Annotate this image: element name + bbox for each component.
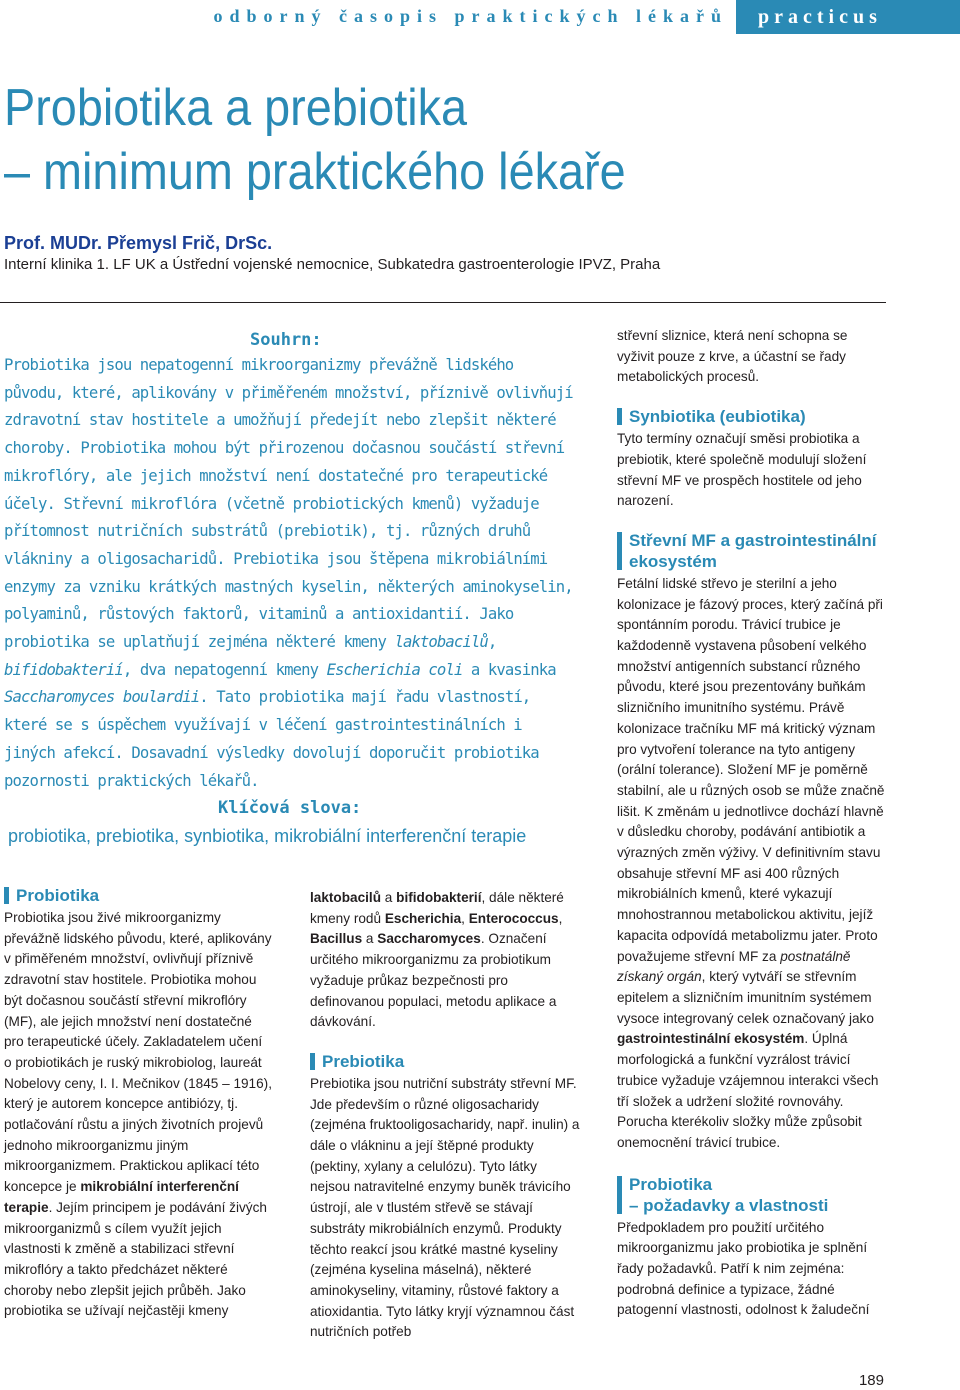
article-title [4, 76, 626, 204]
abstract-s5b: laktobacilů [394, 633, 488, 652]
col1-paragraph [4, 908, 272, 1322]
col2-b5: Bacillus [310, 931, 363, 947]
col2-b2: bifidobakterií [396, 890, 482, 905]
col3-paragraph-3 [617, 574, 885, 1154]
section-heading-synbiotika: Synbiotika (eubiotika) [617, 406, 885, 427]
col2-t1: a [381, 890, 397, 905]
col3-i1: postnatálně získaný orgán [617, 948, 851, 985]
col1-text-bold: mikrobiální interferenční terapie [4, 1179, 239, 1215]
abstract-s5c: , [487, 633, 497, 652]
col2-paragraph-1 [310, 888, 580, 1033]
section-heading-probiotika: Probiotika [4, 885, 272, 906]
abstract-s3: Střevní mikroflóra (včetně probiotických kmenů) vyžaduje přítomnost nutričních substrátů (prebiotik), tj. různých druhů vlákniny a oligosacharidů. [4, 494, 539, 568]
keywords-text: probiotika, prebiotika, synbiotika, mikrobiální interferenční terapie [8, 826, 527, 846]
col2-b6: Saccharomyces [377, 931, 481, 947]
col2-t5: a [362, 931, 378, 947]
section-heading-strevni-mf [617, 530, 885, 572]
journal-brand: practicus [736, 0, 960, 34]
col2-t2: , dále některé kmeny rodů [310, 890, 564, 926]
col1-text-a: Probiotika jsou živé mikroorganizmy převážně lidského původu, které, aplikovány v přiměřeném množství, ovlivňují příznivě zdravotní stav hostitele. Probiotika mohou být dočasnou součástí střevní mikroflóry (MF), ale jejich množství není dostatečné pro terapeutické účely. Zakladatelem učení o probiotikách je ruský mikrobiolog, laureát Nobelovy ceny, I. I. Mečnikov (1845 – 1916), který je autorem koncepce antibiózy, tj. potlačování růstu a jiných životních projevů jednoho mikroorganizmu jiným mikroorganizmem. Praktickou aplikací této koncepce je [4, 910, 272, 1195]
abstract-s5i: . [199, 688, 208, 707]
col2-t6: . Označení určitého mikroorganizmu za probiotikum vyžaduje průkaz bezpečnosti pro definovanou populaci, metodu aplikace a dávkování. [310, 931, 557, 1030]
heading-line-b: ekosystém [629, 551, 717, 571]
section-heading-prebiotika: Prebiotika [310, 1051, 580, 1072]
column-1 [4, 885, 272, 1322]
abstract-heading: Souhrn: [250, 330, 322, 350]
abstract-body [4, 352, 579, 795]
abstract-s1: Probiotika jsou nepatogenní mikroorganizmy převážně lidského původu, které, aplikovány v přiměřeném množství, příznivě ovlivňují zdravotní stav hostitele a umožňují předejít nebo zlepšit některé choroby. [4, 356, 573, 458]
section-heading-pozadavky [617, 1174, 885, 1216]
header-divider [0, 302, 886, 303]
abstract-s6: Tato probiotika mají řadu vlastností, které se s úspěchem využívají v léčení gastrointestinálních i jiných afekcí. [4, 688, 531, 762]
col2-paragraph-2: Prebiotika jsou nutriční substráty střevní MF. Jde především o různé oligosacharidy (zejména fruktooligosacharidy, např. inulin) a dále o vlákninu a její štěpné produkty (pektiny, xylany a celulózu). Tyto látky nejsou natravitelné enzymy buněk trávicího ústrojí, ale v tlustém střevě se stávají substráty mikrobiálních enzymů. Produkty těchto reakcí jsou krátké mastné kyseliny (zejména kyselina máselná), některé aminokyseliny, vitaminy, růstové faktory a atioxidantia. Tyto látky kryjí významnou část nutričních potřeb [310, 1075, 580, 1340]
col1-text-c: . Jejím principem je podávání živých mikroorganizmů s cílem využít jejich vlastnosti k změně a stabilizaci střevní mikroflóry a takto předcházet některé choroby nebo zlepšit jejich průběh. Jako probiotika se užívají nejčastěji kmeny [4, 1199, 267, 1319]
author: Prof. MUDr. Přemysl Frič, DrSc. [4, 233, 273, 253]
abstract-s5e: , dva nepatogenní kmeny [122, 660, 327, 679]
col3-paragraph-1: střevní sliznice, která není schopna se vyživit pouze z krve, a účastní se řady metabolických procesů. [617, 328, 848, 385]
abstract-s5f: Escherichia coli [326, 660, 463, 679]
abstract-s5d: bifidobakterií [4, 660, 123, 679]
heading-line-b: – požadavky a vlastnosti [629, 1195, 829, 1215]
column-2 [310, 888, 580, 1343]
abstract-s5h: Saccharomyces boulardii [4, 688, 200, 707]
col3-t2: , který vytváří se střevním epitelem a slizničním imunitním systémem vysoce integrovaný celek označovaný jako [617, 969, 874, 1026]
col3-b1: gastrointestinální ekosystém [617, 1031, 805, 1047]
col3-paragraph-2: Tyto termíny označují směsi probiotika a prebiotik, které společně modulují složení střevní MF ve prospěch hostitele od jeho narození. [617, 431, 867, 509]
col2-b1: laktobacilů [310, 890, 382, 905]
col3-t1: Fetální lidské střevo je sterilní a jeho kolonizace je fázový proces, který začíná při spontánním porodu. Trávicí trubice je každodenně vystavena působení velkého množství antigenních substancí různého původu, které jsou prezentovány buňkám slizničního imunitního systému. Právě kolonizace tračníku MF má kritický význam pro vytvoření tolerance na tyto antigeny (orální tolerance). Složení MF je poměrně stabilní, ale u různých osob se může značně lišit. K změnám u jednotlivce dochází hlavně v důsledku choroby, podávání antibiotik a výrazných změn výživy. V definitivním stavu obsahuje střevní MF asi 400 různých mikrobiálních kmenů, které vykazují mnohostrannou metabolickou aktivitu, jejíž kapacita odpovídá metabolizmu jater. Proto považujeme střevní MF za [617, 575, 885, 964]
abstract-s5g: a kvasinka [462, 660, 556, 679]
keywords-heading: Klíčová slova: [218, 798, 362, 818]
col2-t4: , [558, 910, 563, 926]
journal-name: odborný časopis praktických lékařů [213, 6, 728, 26]
title-line-2: – minimum praktického lékaře [4, 143, 626, 201]
col3-t3: . Úplná morfologická a funkční vyzrálost trávicí trubice vyžaduje vzájemnou interakci všech tří složek a udržení složité rovnováhy. Porucha kterékoliv složky může způsobit onemocnění trávicí trubice. [617, 1031, 879, 1150]
title-line-1: Probiotika a prebiotika [4, 79, 468, 137]
heading-line-a: Probiotika [629, 1174, 713, 1194]
heading-line-a: Střevní MF a gastrointestinální [629, 530, 877, 550]
col2-t3: , [461, 910, 469, 926]
abstract-s7: Dosavadní výsledky dovolují doporučit probiotika pozornosti praktických lékařů. [4, 743, 539, 790]
column-3 [617, 326, 885, 1321]
abstract-s2: Probiotika mohou být přirozenou dočasnou součástí střevní mikroflóry, ale jejich množství není dostatečné pro terapeutické účely. [4, 439, 565, 513]
col3-paragraph-4: Předpokladem pro použití určitého mikroorganizmu jako probiotika je splnění řady požadavků. Patří k nim zejména: podrobná definice a typizace, žádné patogenní vlastnosti, odolnost k žaludeční [617, 1219, 870, 1318]
abstract-s4: Prebiotika jsou štěpena mikrobiálními enzymy za vzniku krátkých mastných kyselin, některých aminokyselin, polyaminů, růstových faktorů, vitaminů a antioxidantií. [4, 549, 573, 624]
affiliation: Interní klinika 1. LF UK a Ústřední vojenské nemocnice, Subkatedra gastroenterologie IPVZ, Praha [4, 256, 661, 273]
col2-b4: Enterococcus [468, 910, 559, 926]
col2-b3: Escherichia [384, 910, 462, 926]
abstract-s5a: Jako probiotika se uplatňují zejména některé kmeny [4, 605, 514, 652]
journal-header [0, 0, 960, 36]
page-number: 189 [858, 1372, 884, 1389]
